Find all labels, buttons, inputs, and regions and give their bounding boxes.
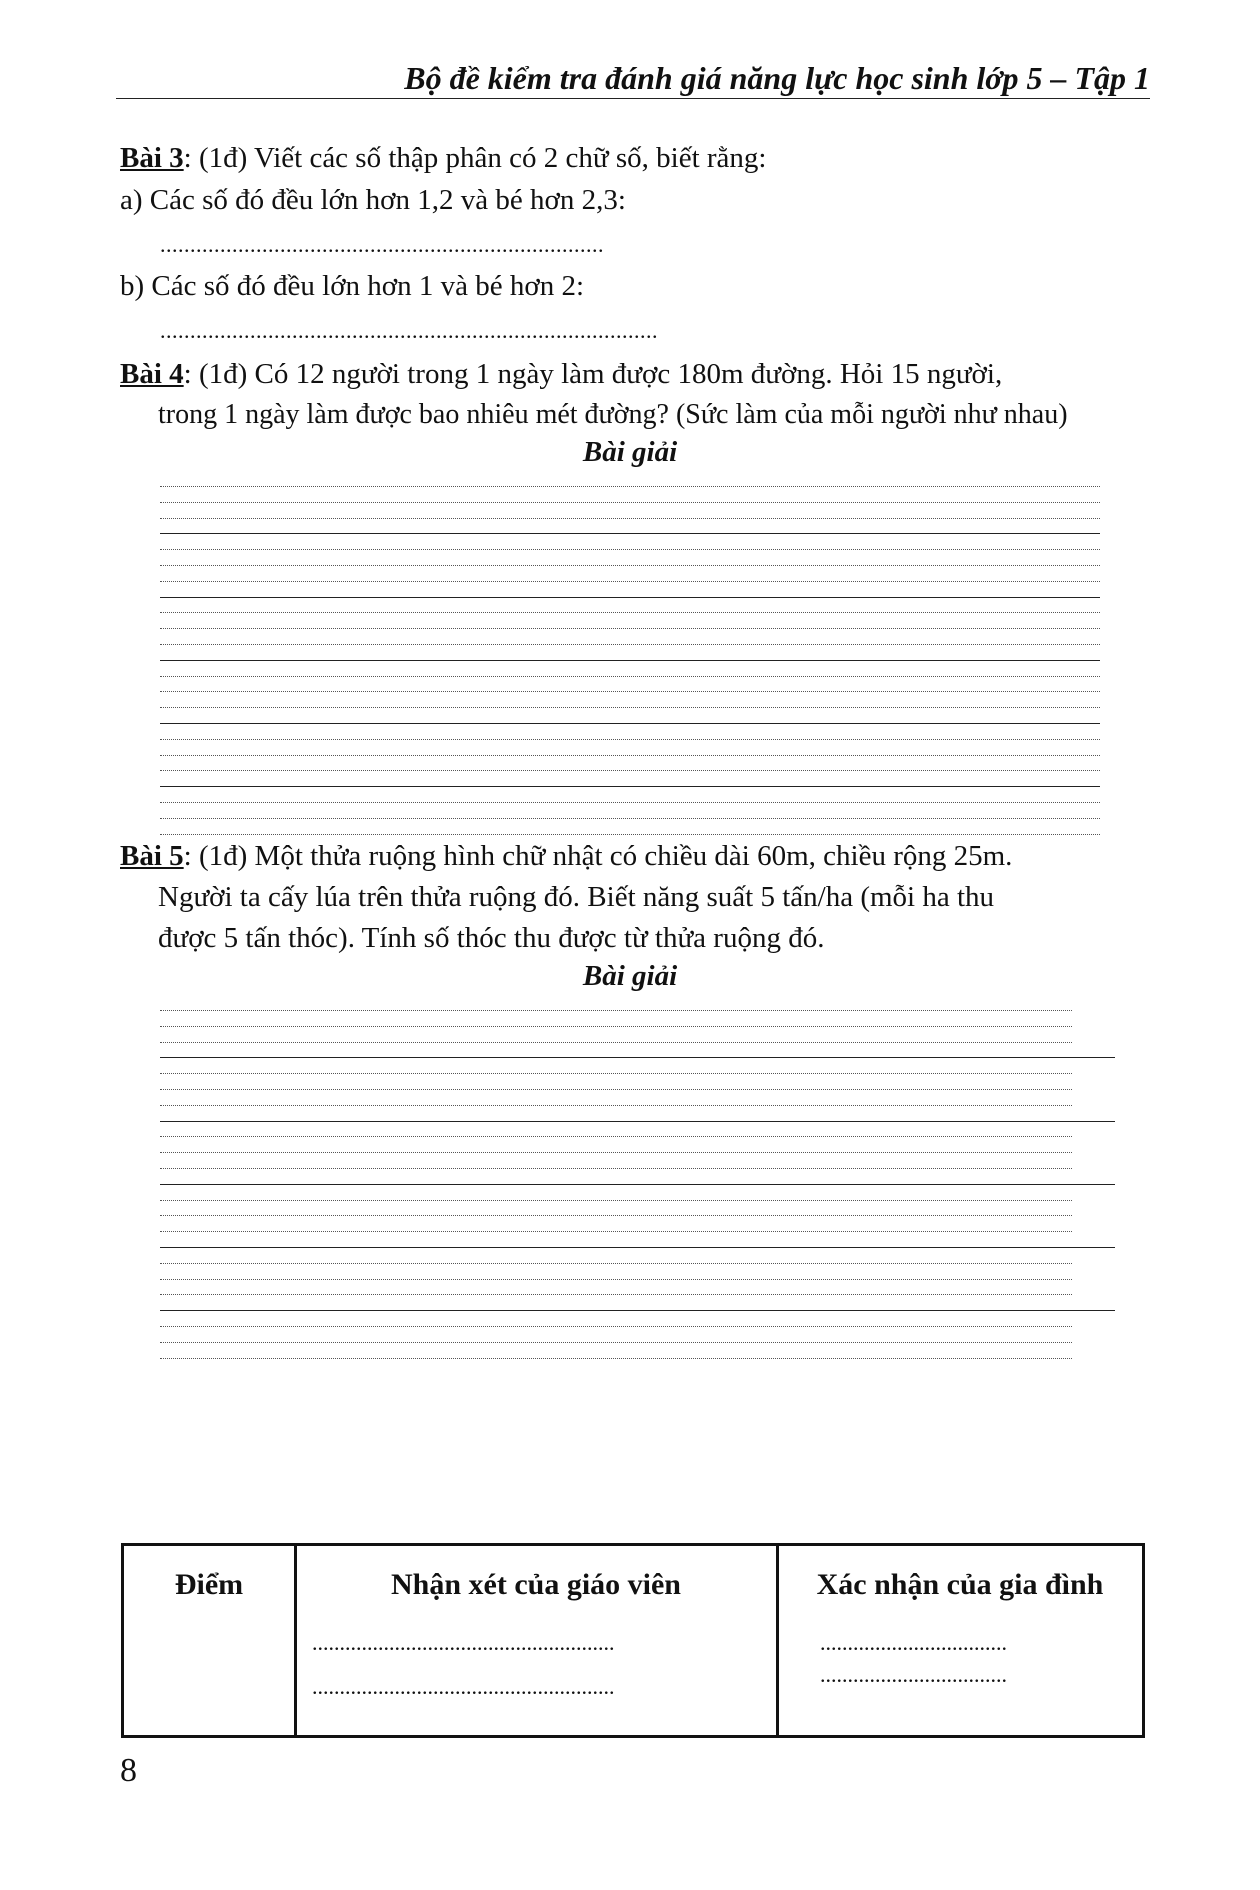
dotted-guide-line — [160, 707, 1100, 708]
bai5-line2: Người ta cấy lúa trên thửa ruộng đó. Biết năng suất 5 tấn/ha (mỗi ha thu — [158, 881, 995, 913]
solid-guide-line — [160, 597, 1100, 598]
solid-guide-line — [160, 1057, 1115, 1058]
solid-guide-line — [160, 723, 1100, 724]
dotted-guide-line — [160, 1215, 1072, 1216]
dotted-guide-line — [160, 628, 1100, 629]
score-column — [124, 1546, 294, 1735]
family-confirm-header: Xác nhận của gia đình — [816, 1568, 1104, 1601]
solid-guide-line — [160, 1310, 1115, 1311]
dotted-guide-line — [160, 1279, 1072, 1280]
dotted-guide-line — [160, 755, 1100, 756]
page-header: Bộ đề kiểm tra đánh giá năng lực học sinh lớp 5 – Tập 1 — [116, 58, 1150, 99]
dotted-guide-line — [160, 581, 1100, 582]
score-header: Điểm — [174, 1568, 244, 1601]
page-number: 8 — [120, 1752, 137, 1789]
family-confirm-column — [778, 1546, 1142, 1735]
dotted-guide-line — [160, 1042, 1072, 1043]
dotted-guide-line — [160, 802, 1100, 803]
bai5-label: Bài 5 — [120, 840, 184, 872]
dotted-guide-line — [160, 1342, 1072, 1343]
bai5-solution-title: Bài giải — [582, 960, 678, 992]
bai3-part-b: b) Các số đó đều lớn hơn 1 và bé hơn 2: — [120, 270, 585, 302]
dotted-guide-line — [160, 549, 1100, 550]
bai4-label: Bài 4 — [120, 358, 184, 390]
dotted-guide-line — [160, 1231, 1072, 1232]
bai5-line3: được 5 tấn thóc). Tính số thóc thu được từ thửa ruộng đó. — [158, 922, 825, 954]
dotted-guide-line — [160, 818, 1100, 819]
dotted-guide-line — [160, 1089, 1072, 1090]
bai4-line2: trong 1 ngày làm được bao nhiêu mét đường? (Sức làm của mỗi người như nhau) — [158, 399, 1068, 430]
dotted-guide-line — [160, 565, 1100, 566]
family-confirm-line-2[interactable]: .................................. — [820, 1662, 1007, 1687]
bai3-answer-b[interactable]: ................................................................................... — [160, 318, 658, 343]
teacher-comment-line-1[interactable]: ....................................................... — [312, 1630, 615, 1655]
dotted-guide-line — [160, 1105, 1072, 1106]
score-table — [121, 1543, 1145, 1738]
bai3-heading — [120, 138, 766, 178]
dotted-guide-line — [160, 1026, 1072, 1027]
bai4-solution-title: Bài giải — [582, 436, 678, 468]
dotted-guide-line — [160, 691, 1100, 692]
solid-guide-line — [160, 1184, 1115, 1185]
bai3-answer-a[interactable]: .......................................................................... — [160, 232, 604, 257]
dotted-guide-line — [160, 486, 1100, 487]
dotted-guide-line — [160, 518, 1100, 519]
solid-guide-line — [160, 786, 1100, 787]
dotted-guide-line — [160, 1152, 1072, 1153]
bai3-label: Bài 3 — [120, 142, 184, 174]
dotted-guide-line — [160, 676, 1100, 677]
dotted-guide-line — [160, 1263, 1072, 1264]
bai4-heading — [120, 354, 1002, 394]
family-confirm-line-1[interactable]: .................................. — [820, 1630, 1007, 1655]
solid-guide-line — [160, 533, 1100, 534]
teacher-comment-line-2[interactable]: ....................................................... — [312, 1674, 615, 1699]
dotted-guide-line — [160, 1200, 1072, 1201]
dotted-guide-line — [160, 1168, 1072, 1169]
solid-guide-line — [160, 1247, 1115, 1248]
solid-guide-line — [160, 1121, 1115, 1122]
dotted-guide-line — [160, 770, 1100, 771]
teacher-comment-column — [296, 1546, 776, 1735]
dotted-guide-line — [160, 644, 1100, 645]
dotted-guide-line — [160, 502, 1100, 503]
dotted-guide-line — [160, 1136, 1072, 1137]
bai3-part-a: a) Các số đó đều lớn hơn 1,2 và bé hơn 2,3: — [120, 184, 626, 216]
dotted-guide-line — [160, 1358, 1072, 1359]
bai4-answer-lines[interactable] — [160, 486, 1110, 826]
bai3-intro: : (1đ) Viết các số thập phân có 2 chữ số, biết rằng: — [183, 142, 767, 174]
dotted-guide-line — [160, 739, 1100, 740]
solid-guide-line — [160, 660, 1100, 661]
dotted-guide-line — [160, 1326, 1072, 1327]
bai5-line1: : (1đ) Một thửa ruộng hình chữ nhật có chiều dài 60m, chiều rộng 25m. — [183, 840, 1013, 872]
teacher-comment-header: Nhận xét của giáo viên — [390, 1568, 681, 1601]
dotted-guide-line — [160, 1010, 1072, 1011]
bai5-answer-lines[interactable] — [160, 1010, 1120, 1410]
dotted-guide-line — [160, 834, 1100, 835]
bai4-line1: : (1đ) Có 12 người trong 1 ngày làm được 180m đường. Hỏi 15 người, — [183, 358, 1003, 390]
bai5-heading — [120, 836, 1012, 876]
dotted-guide-line — [160, 1073, 1072, 1074]
dotted-guide-line — [160, 612, 1100, 613]
dotted-guide-line — [160, 1294, 1072, 1295]
